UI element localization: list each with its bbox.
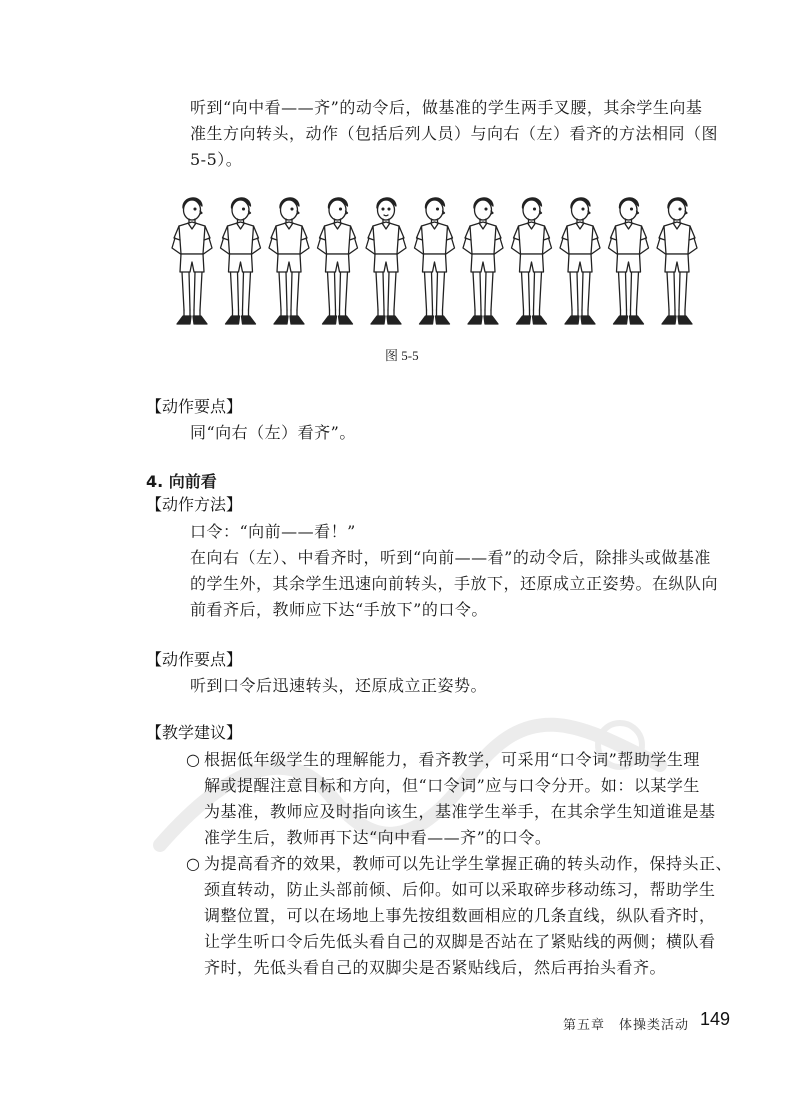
figure-students-lineup	[170, 192, 710, 334]
student-figure	[609, 198, 649, 324]
intro-line-3: 5-5）。	[190, 150, 243, 169]
footer-chapter: 第五章 体操类活动	[563, 1018, 690, 1033]
student-figure	[657, 198, 697, 324]
suggestion-1-line-1: 根据低年级学生的理解能力，看齐教学，可采用“口令词”帮助学生理	[204, 750, 700, 769]
method-line-2: 的学生外，其余学生迅速向前转头，手放下，还原成立正姿势。在纵队向	[190, 574, 719, 593]
suggestion-2-line-1: 为提高看齐的效果，教师可以先让学生掌握正确的转头动作，保持头正、	[204, 854, 733, 873]
bullet-circle-1: ○	[186, 750, 200, 769]
student-figure	[560, 198, 600, 324]
page-number: 149	[700, 1009, 731, 1029]
points-text-2: 听到口令后迅速转头，还原成立正姿势。	[190, 676, 488, 695]
points-heading-2: 【动作要点】	[146, 650, 243, 669]
student-figure	[463, 198, 503, 324]
figure-caption: 图 5-5	[385, 348, 419, 363]
method-line-1: 在向右（左）、中看齐时，听到“向前——看”的动令后，除排头或做基准	[190, 548, 711, 567]
intro-line-1: 听到“向中看——齐”的动令后，做基准的学生两手叉腰，其余学生向基	[190, 98, 703, 117]
suggestion-2-line-2: 颈直转动，防止头部前倾、后仰。如可以采取碎步移动练习，帮助学生	[204, 880, 716, 899]
suggestion-2-line-4: 让学生听口令后先低头看自己的双脚是否站在了紧贴线的两侧；横队看	[204, 932, 716, 951]
student-figure	[221, 198, 261, 324]
student-figure	[269, 198, 309, 324]
bullet-circle-2: ○	[186, 854, 200, 873]
points-heading: 【动作要点】	[146, 397, 243, 416]
command-text: 口令：“向前——看！”	[190, 522, 356, 541]
points-text: 同“向右（左）看齐”。	[190, 423, 356, 442]
suggestion-1-line-4: 准学生后，教师再下达“向中看——齐”的口令。	[204, 828, 552, 847]
student-figure	[366, 198, 406, 324]
method-line-3: 前看齐后，教师应下达“手放下”的口令。	[190, 600, 488, 619]
suggestion-2-line-3: 调整位置，可以在场地上事先按组数画相应的几条直线，纵队看齐时，	[204, 906, 716, 925]
suggestion-1-line-3: 为基准，教师应及时指向该生，基准学生举手，在其余学生知道谁是基	[204, 802, 716, 821]
intro-line-2: 准生方向转头，动作（包括后列人员）与向右（左）看齐的方法相同（图	[190, 124, 719, 143]
student-figure	[172, 198, 212, 324]
suggestion-2-line-5: 齐时，先低头看自己的双脚尖是否紧贴线后，然后再抬头看齐。	[204, 958, 667, 977]
method-heading: 【动作方法】	[146, 495, 243, 514]
section-title: 4. 向前看	[146, 472, 217, 491]
student-figure	[415, 198, 455, 324]
student-figure	[318, 198, 358, 324]
suggestions-heading: 【教学建议】	[146, 723, 243, 742]
student-figure	[512, 198, 552, 324]
suggestion-1-line-2: 解或提醒注意目标和方向，但“口令词”应与口令分开。如：以某学生	[204, 776, 700, 795]
